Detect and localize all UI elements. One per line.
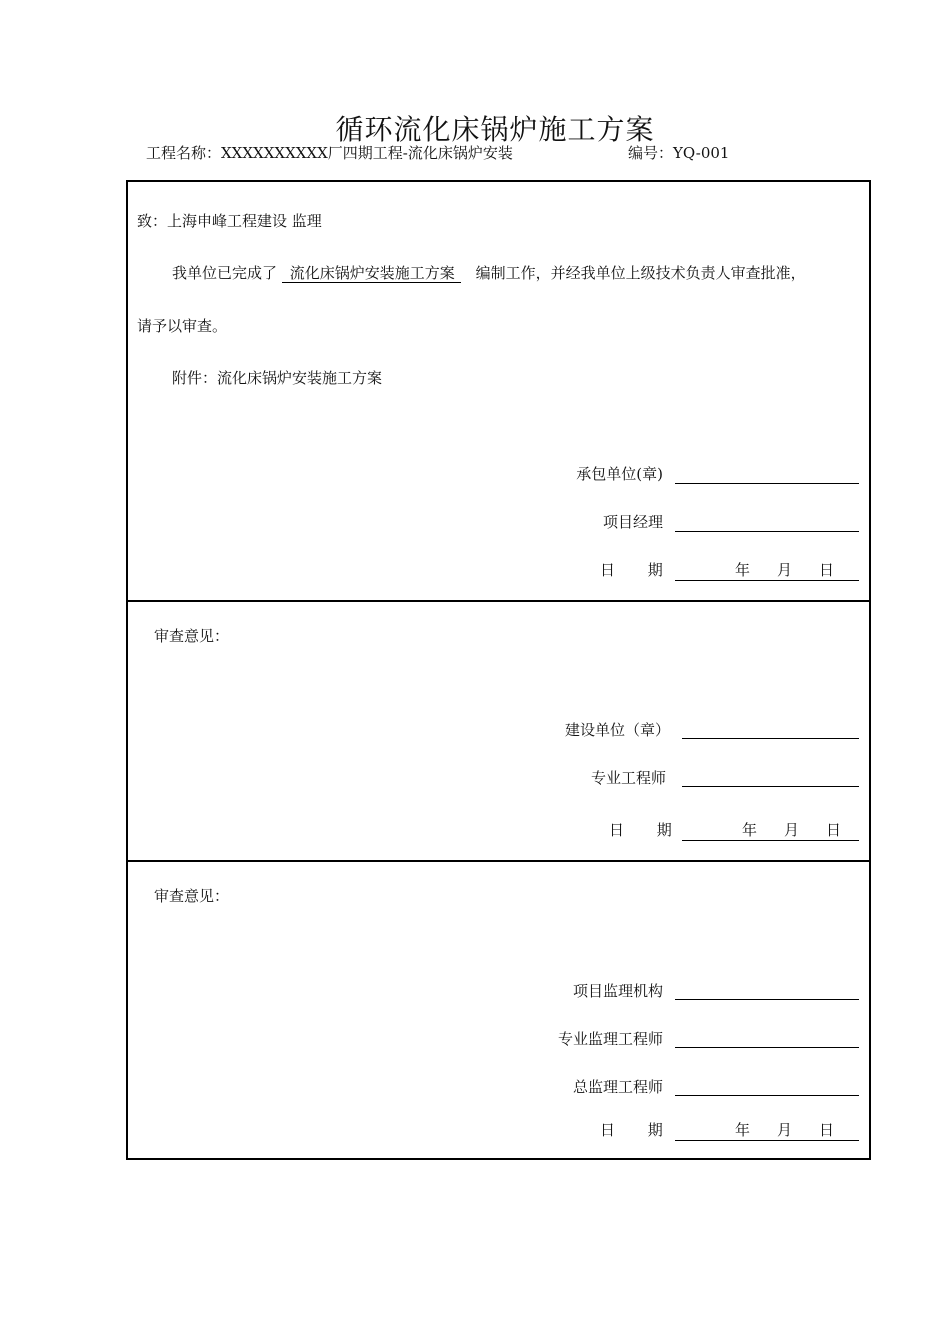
month-label: 月 xyxy=(784,821,800,839)
date-label xyxy=(600,560,663,580)
month-label: 月 xyxy=(777,561,793,579)
contractor-signature-line[interactable] xyxy=(675,483,859,484)
owner-signature-line[interactable] xyxy=(682,738,859,739)
chief-supervisor-signature-line[interactable] xyxy=(675,1095,859,1096)
date-label-2: 期 xyxy=(647,1121,663,1139)
opinion-label: 审查意见： xyxy=(154,627,230,645)
date-label xyxy=(609,820,672,840)
project-name: 工程名称：XXXXXXXXXX厂四期工程-流化床锅炉安装 xyxy=(146,144,513,162)
addressee: 致：上海申峰工程建设 监理 xyxy=(137,212,322,230)
chief-supervisor-label: 总监理工程师 xyxy=(572,1078,663,1096)
section-divider xyxy=(128,860,869,862)
statement-line-2: 请予以审查。 xyxy=(137,317,228,335)
plan-name-field: 流化床锅炉安装施工方案 xyxy=(282,264,461,283)
date-label xyxy=(600,1120,663,1140)
owner-label: 建设单位（章） xyxy=(564,721,670,739)
page-title: 循环流化床锅炉施工方案 xyxy=(335,113,655,146)
project-manager-label: 项目经理 xyxy=(602,513,663,531)
date-field[interactable] xyxy=(675,1120,859,1141)
specialist-supervisor-label: 专业监理工程师 xyxy=(557,1030,663,1048)
specialist-supervisor-signature-line[interactable] xyxy=(675,1047,859,1048)
form-table xyxy=(126,180,871,1160)
year-label: 年 xyxy=(735,561,751,579)
date-label-2: 期 xyxy=(656,821,672,839)
month-label: 月 xyxy=(777,1121,793,1139)
year-label: 年 xyxy=(742,821,758,839)
project-manager-signature-line[interactable] xyxy=(675,531,859,532)
section-divider xyxy=(128,600,869,602)
document-number: 编号：YQ-001 xyxy=(628,144,730,162)
statement-line-1 xyxy=(172,263,806,283)
day-label: 日 xyxy=(826,821,842,839)
date-label-1: 日 xyxy=(609,821,625,839)
date-field[interactable] xyxy=(675,560,859,581)
supervision-org-label: 项目监理机构 xyxy=(572,982,663,1000)
day-label: 日 xyxy=(819,1121,835,1139)
opinion-label: 审查意见： xyxy=(154,887,230,905)
day-label: 日 xyxy=(819,561,835,579)
date-label-1: 日 xyxy=(600,561,616,579)
date-label-2: 期 xyxy=(647,561,663,579)
statement-prefix: 我单位已完成了 xyxy=(172,264,278,282)
date-field[interactable] xyxy=(682,820,859,841)
engineer-signature-line[interactable] xyxy=(682,786,859,787)
supervision-org-signature-line[interactable] xyxy=(675,999,859,1000)
year-label: 年 xyxy=(735,1121,751,1139)
date-label-1: 日 xyxy=(600,1121,616,1139)
contractor-label: 承包单位(章) xyxy=(576,465,663,483)
statement-suffix: 编制工作，并经我单位上级技术负责人审查批准， xyxy=(475,264,806,282)
attachment: 附件：流化床锅炉安装施工方案 xyxy=(172,369,383,387)
engineer-label: 专业工程师 xyxy=(590,769,666,787)
